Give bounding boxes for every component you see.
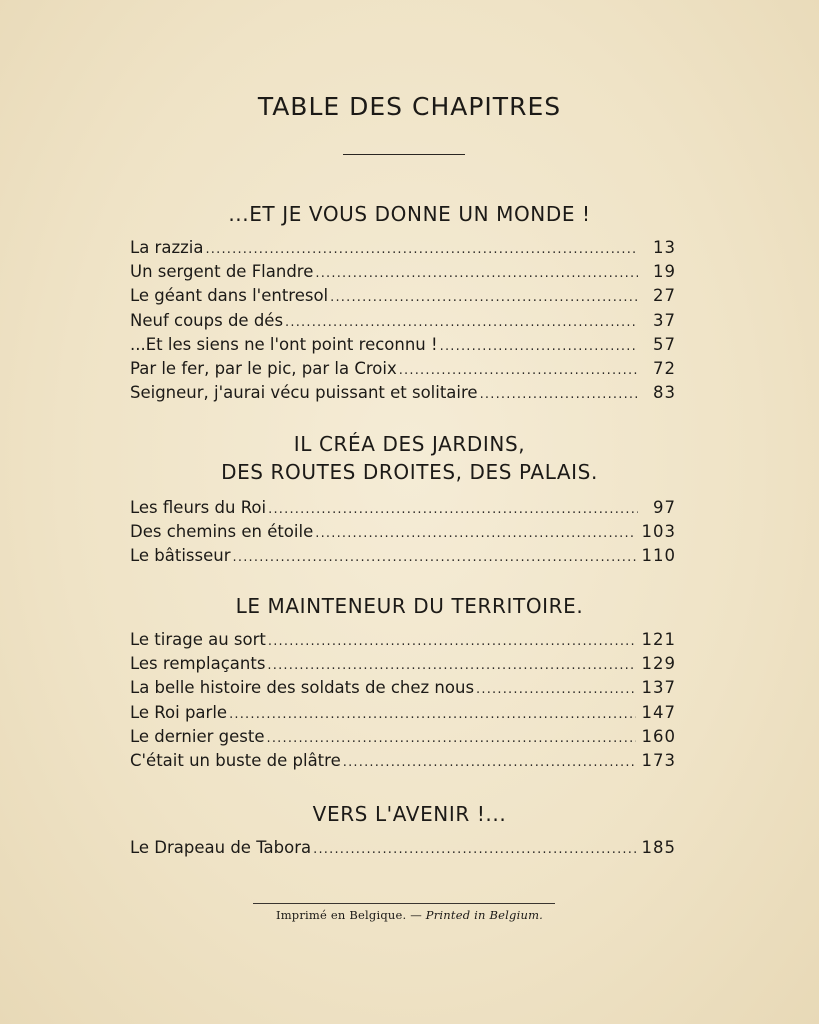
printing-notice-fr: Imprimé en Belgique.	[275, 908, 407, 922]
leader-dots	[285, 311, 638, 335]
toc-entry[interactable]	[130, 520, 676, 544]
leader-dots	[315, 522, 635, 546]
section-heading-line: IL CRÉA DES JARDINS,	[293, 432, 526, 456]
toc-entry-page: 173	[641, 750, 676, 770]
toc-entry-page: 103	[641, 522, 676, 542]
toc-list-3	[130, 628, 676, 773]
section-heading-2	[0, 430, 819, 486]
toc-entry-title: Le Roi parle	[130, 702, 228, 722]
toc-entry[interactable]	[130, 628, 676, 652]
toc-list-2	[130, 496, 676, 569]
toc-entry-page: 72	[653, 358, 676, 378]
title-divider	[343, 154, 465, 155]
toc-entry-page: 110	[641, 546, 676, 566]
toc-entry-title: C'était un buste de plâtre	[130, 750, 341, 770]
toc-entry-title: Le tirage au sort	[130, 630, 266, 649]
toc-entry-page: 27	[653, 286, 676, 306]
leader-dots	[205, 238, 638, 262]
toc-entry[interactable]	[130, 309, 676, 333]
toc-entry[interactable]	[130, 357, 676, 381]
toc-entry-title: Neuf coups de dés	[130, 310, 284, 330]
section-heading-3	[0, 592, 819, 620]
toc-entry-title: Le Drapeau de Tabora	[130, 838, 312, 857]
toc-entry-title: La razzia	[130, 238, 204, 257]
printing-notice-en: Printed in Belgium.	[425, 908, 544, 922]
section-heading-line: VERS L'AVENIR !...	[312, 802, 507, 826]
section-heading-1	[0, 200, 819, 228]
toc-entry-title: Le bâtisseur	[130, 546, 231, 566]
toc-entry[interactable]	[130, 749, 676, 773]
toc-entry[interactable]	[130, 381, 676, 405]
section-heading-4	[0, 800, 819, 828]
toc-entry[interactable]	[130, 496, 676, 520]
section-heading-line: DES ROUTES DROITES, DES PALAIS.	[221, 460, 598, 484]
toc-entry-title: Les remplaçants	[130, 654, 266, 674]
leader-dots	[343, 751, 636, 775]
toc-entry-title: Des chemins en étoile	[130, 522, 314, 542]
leader-dots	[268, 498, 638, 522]
toc-entry-page: 37	[653, 310, 676, 330]
toc-entry-title: ...Et les siens ne l'ont point reconnu !	[130, 334, 438, 354]
toc-entry-page: 19	[653, 262, 676, 282]
toc-entry-title: Le géant dans l'entresol	[130, 286, 329, 306]
leader-dots	[399, 359, 638, 383]
toc-entry[interactable]	[130, 284, 676, 308]
toc-entry[interactable]	[130, 676, 676, 700]
toc-entry[interactable]	[130, 725, 676, 749]
leader-dots	[266, 727, 635, 751]
toc-entry[interactable]	[130, 652, 676, 676]
leader-dots	[267, 654, 635, 678]
page-title: TABLE DES CHAPITRES	[257, 92, 562, 121]
leader-dots	[440, 335, 638, 359]
toc-list-1	[130, 236, 676, 405]
footer-divider	[253, 903, 555, 904]
toc-entry-page: 137	[641, 678, 676, 698]
toc-entry-title: Le dernier geste	[130, 726, 265, 746]
toc-entry-title: Seigneur, j'aurai vécu puissant et solitaire	[130, 383, 478, 403]
toc-entry[interactable]	[130, 333, 676, 357]
toc-entry-title: Par le fer, par le pic, par la Croix	[130, 358, 397, 378]
toc-entry[interactable]	[130, 544, 676, 568]
printing-notice-separator: —	[406, 908, 426, 922]
leader-dots	[233, 546, 636, 570]
toc-entry-page: 57	[653, 334, 676, 354]
toc-entry-title: Les fleurs du Roi	[130, 498, 267, 517]
printing-notice	[0, 908, 819, 922]
toc-entry-page: 97	[653, 498, 676, 517]
section-heading-line: ...ET JE VOUS DONNE UN MONDE !	[228, 202, 591, 226]
toc-entry[interactable]	[130, 836, 676, 860]
toc-entry-page: 129	[641, 654, 676, 674]
toc-entry-title: Un sergent de Flandre	[130, 262, 314, 282]
toc-entry-title: La belle histoire des soldats de chez nous	[130, 678, 475, 698]
toc-list-4	[130, 836, 676, 860]
leader-dots	[268, 630, 636, 654]
toc-entry-page: 160	[641, 726, 676, 746]
leader-dots	[313, 838, 635, 862]
toc-entry-page: 147	[641, 702, 676, 722]
leader-dots	[229, 703, 635, 727]
toc-entry[interactable]	[130, 701, 676, 725]
toc-entry-page: 13	[653, 238, 676, 257]
leader-dots	[330, 286, 638, 310]
leader-dots	[315, 262, 638, 286]
section-heading-line: LE MAINTENEUR DU TERRITOIRE.	[235, 594, 584, 618]
toc-entry[interactable]	[130, 236, 676, 260]
toc-entry-page: 185	[641, 838, 676, 857]
leader-dots	[476, 678, 635, 702]
toc-entry-page: 83	[653, 383, 676, 403]
toc-entry[interactable]	[130, 260, 676, 284]
toc-entry-page: 121	[641, 630, 676, 649]
leader-dots	[480, 383, 638, 407]
